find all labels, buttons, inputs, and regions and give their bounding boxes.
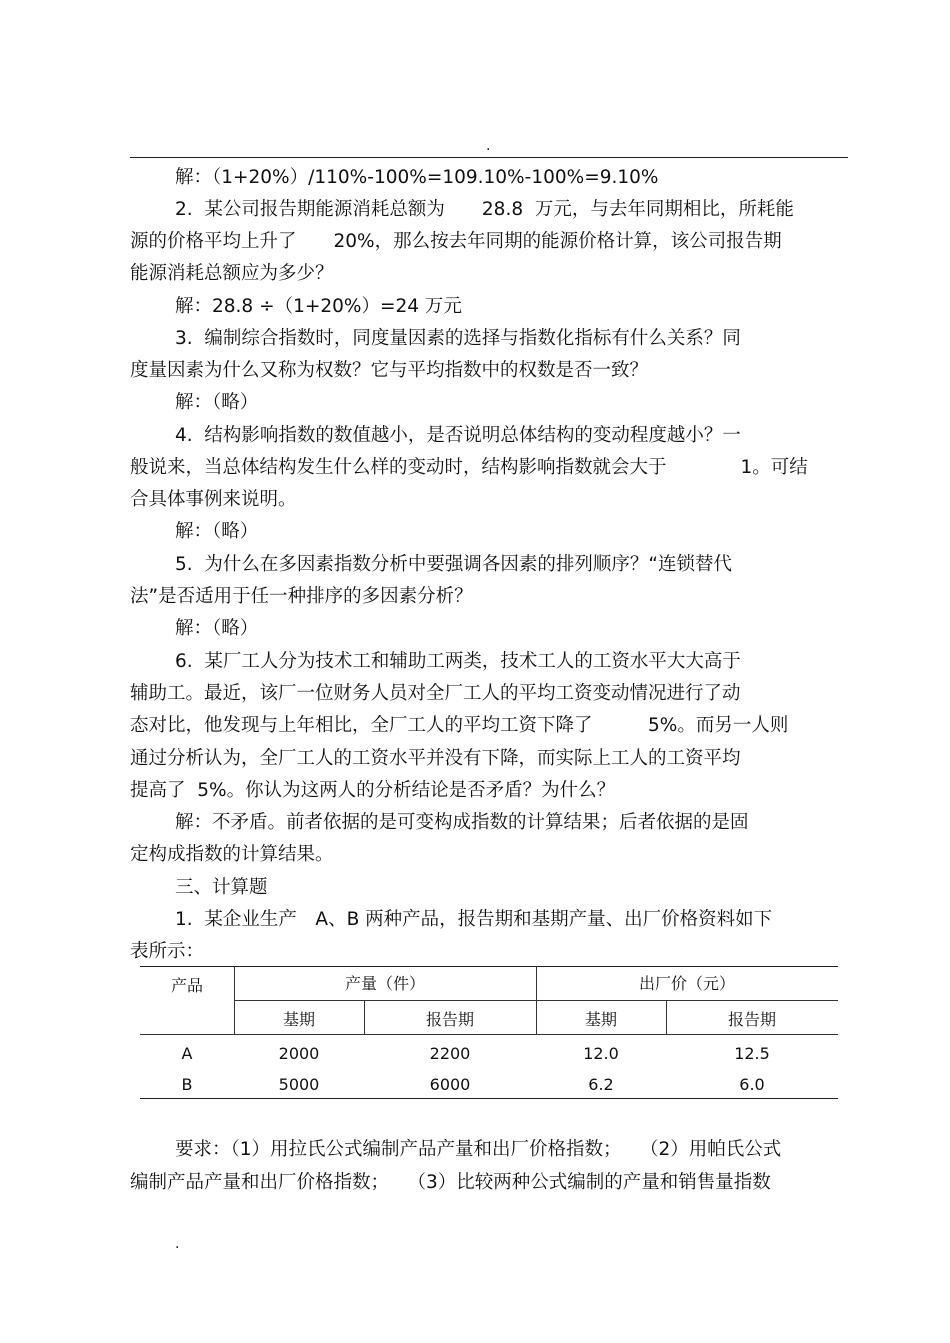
requirements-line-1: 要求：（1）用拉氏公式编制产品产量和出厂价格指数； （2）用帕氏公式 xyxy=(175,1139,782,1160)
answer-4: 解：（略） xyxy=(175,521,259,542)
question-6-line-3: 态对比，他发现与上年相比，全厂工人的平均工资下降了 5%。而另一人则 xyxy=(130,715,789,736)
table-cell: 6.0 xyxy=(739,1075,765,1094)
question-2-line-3: 能源消耗总额应为多少？ xyxy=(130,263,334,284)
header-product: 产品 xyxy=(170,976,203,995)
answer-line: 解：（1+20%）/110%-100%=109.10%-100%=9.10% xyxy=(175,167,659,188)
table-bottom-rule xyxy=(140,1098,838,1099)
question-6-line-4: 通过分析认为，全厂工人的工资水平并没有下降，而实际上工人的工资平均 xyxy=(130,748,741,769)
table-cell: 12.0 xyxy=(583,1044,619,1063)
answer-2: 解：28.8 ÷（1+20%）=24 万元 xyxy=(175,296,462,317)
header-quantity: 产量（件） xyxy=(344,974,425,993)
answer-6-line-2: 定构成指数的计算结果。 xyxy=(130,844,334,865)
question-5-line-1: 5. 为什么在多因素指数分析中要强调各因素的排列顺序？“连锁替代 xyxy=(175,554,732,575)
header-rule xyxy=(130,157,848,158)
question-6-line-2: 辅助工。最近，该厂一位财务人员对全厂工人的平均工资变动情况进行了动 xyxy=(130,683,741,704)
header-dot: . xyxy=(486,138,491,154)
question-6-line-1: 6. 某厂工人分为技术工和辅助工两类，技术工人的工资水平大大高于 xyxy=(175,651,741,672)
table-cell-product: A xyxy=(181,1044,193,1063)
calc-question-1-line-2: 表所示： xyxy=(130,941,205,962)
table-header-rule xyxy=(140,1034,838,1035)
section-heading: 三、计算题 xyxy=(175,877,268,898)
table-cell: 2200 xyxy=(429,1044,471,1063)
answer-5: 解：（略） xyxy=(175,618,259,639)
answer-6-line-1: 解：不矛盾。前者依据的是可变构成指数的计算结果；后者依据的是固 xyxy=(175,812,749,833)
question-5-line-2: 法”是否适用于任一种排序的多因素分析？ xyxy=(130,586,473,607)
question-4-line-3: 合具体事例来说明。 xyxy=(130,489,297,510)
table-top-rule xyxy=(140,966,838,967)
question-4-line-2: 般说来，当总体结构发生什么样的变动时，结构影响指数就会大于 1。可结 xyxy=(130,457,808,478)
table-cell: 12.5 xyxy=(734,1044,770,1063)
table-cell: 2000 xyxy=(278,1044,320,1063)
header-price-base: 基期 xyxy=(584,1010,617,1029)
calc-question-1-line-1: 1. 某企业生产 A、B 两种产品，报告期和基期产量、出厂价格资料如下 xyxy=(175,909,773,930)
table-cell: 6.2 xyxy=(588,1075,614,1094)
question-3-line-1: 3. 编制综合指数时，同度量因素的选择与指数化指标有什么关系？同 xyxy=(175,328,741,349)
answer-3: 解：（略） xyxy=(175,392,259,413)
requirements-line-2: 编制产品产量和出厂价格指数； （3）比较两种公式编制的产量和销售量指数 xyxy=(130,1172,771,1193)
header-quantity-report: 报告期 xyxy=(425,1010,474,1029)
question-4-line-1: 4. 结构影响指数的数值越小，是否说明总体结构的变动程度越小？一 xyxy=(175,425,741,446)
question-3-line-2: 度量因素为什么又称为权数？它与平均指数中的权数是否一致？ xyxy=(130,360,649,381)
header-price: 出厂价（元） xyxy=(638,974,735,993)
table-cell-product: B xyxy=(181,1075,193,1094)
table-cell: 5000 xyxy=(278,1075,320,1094)
header-quantity-base: 基期 xyxy=(282,1010,315,1029)
question-2-line-2: 源的价格平均上升了 20%，那么按去年同期的能源价格计算，该公司报告期 xyxy=(130,231,782,252)
header-price-report: 报告期 xyxy=(727,1010,776,1029)
question-6-line-5: 提高了 5%。你认为这两人的分析结论是否矛盾？为什么？ xyxy=(130,780,616,801)
question-2-line-1: 2. 某公司报告期能源消耗总额为 28.8 万元，与去年同期相比，所耗能 xyxy=(175,199,794,220)
footer-dot: . xyxy=(175,1236,180,1252)
data-table xyxy=(140,966,838,1099)
table-cell: 6000 xyxy=(429,1075,471,1094)
